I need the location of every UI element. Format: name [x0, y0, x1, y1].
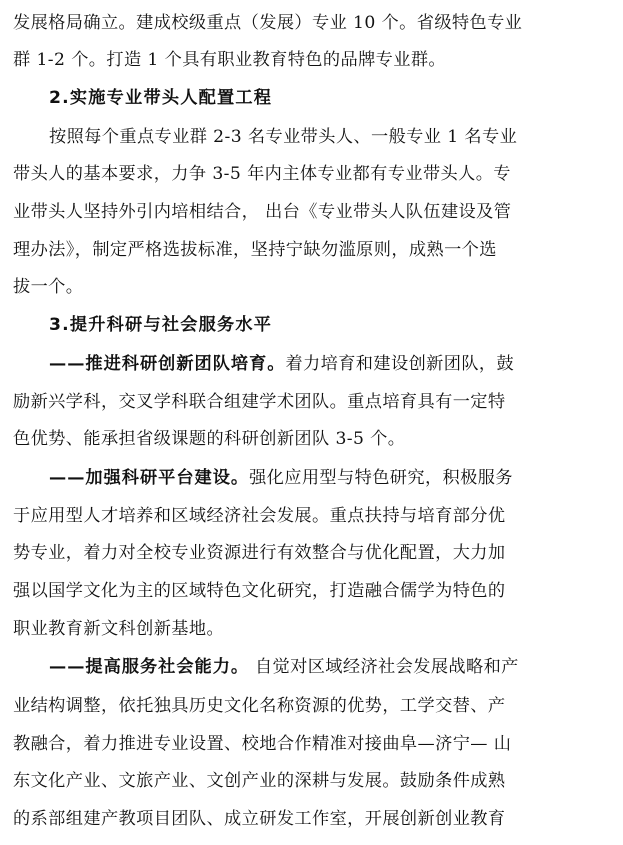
paragraph-line: 励新兴学科，交叉学科联合组建学术团队。重点培育具有一定特: [13, 392, 506, 412]
paragraph-line: 职业教育新文科创新基地。: [13, 619, 225, 639]
paragraph-line: 发展格局确立。建成校级重点（发展）专业 10 个。省级特色专业: [13, 13, 523, 33]
item-text: 强化应用型与特色研究，积极服务: [249, 468, 513, 488]
paragraph-line: 强以国学文化为主的区域特色文化研究，打造融合儒学为特色的: [13, 581, 506, 601]
paragraph-line: 带头人的基本要求，力争 3-5 年内主体专业都有专业带头人。专: [13, 164, 511, 184]
paragraph-line: 按照每个重点专业群 2-3 名专业带头人、一般专业 1 名专业: [49, 127, 518, 147]
paragraph-line: 拔一个。: [13, 277, 84, 297]
paragraph-line: 群 1-2 个。打造 1 个具有职业教育特色的品牌专业群。: [13, 50, 447, 70]
paragraph-line: 东文化产业、文旅产业、文创产业的深耕与发展。鼓励条件成熟: [13, 771, 506, 791]
paragraph-line: 教融合，着力推进专业设置、校地合作精准对接曲阜—济宁— 山: [13, 734, 512, 754]
paragraph-line: 色优势、能承担省级课题的科研创新团队 3-5 个。: [13, 429, 406, 449]
paragraph-line: 业带头人坚持外引内培相结合， 出台《专业带头人队伍建设及管: [13, 202, 512, 222]
section-heading: 3.提升科研与社会服务水平: [49, 315, 273, 335]
item-text: 着力培育和建设创新团队，鼓: [285, 354, 515, 374]
item-text: 自觉对区域经济社会发展战略和产: [249, 657, 519, 677]
section-heading: 2.实施专业带头人配置工程: [49, 88, 273, 108]
paragraph-line: [49, 350, 514, 378]
item-lead: ——加强科研平台建设。: [49, 468, 250, 488]
paragraph-line: 业结构调整，依托独具历史文化名称资源的优势，工学交替、产: [13, 696, 506, 716]
paragraph-line: 的系部组建产教项目团队、成立研发工作室，开展创新创业教育: [13, 809, 506, 829]
paragraph-line: [49, 464, 513, 492]
paragraph-line: 势专业，着力对全校专业资源进行有效整合与优化配置，大力加: [13, 543, 506, 563]
item-lead: ——推进科研创新团队培育。: [49, 354, 286, 374]
paragraph-line: [49, 653, 519, 681]
paragraph-line: 理办法》，制定严格选拔标准，坚持宁缺勿滥原则，成熟一个选: [13, 240, 497, 260]
paragraph-line: 于应用型人才培养和区域经济社会发展。重点扶持与培育部分优: [13, 506, 506, 526]
item-lead: ——提高服务社会能力。: [49, 657, 250, 677]
